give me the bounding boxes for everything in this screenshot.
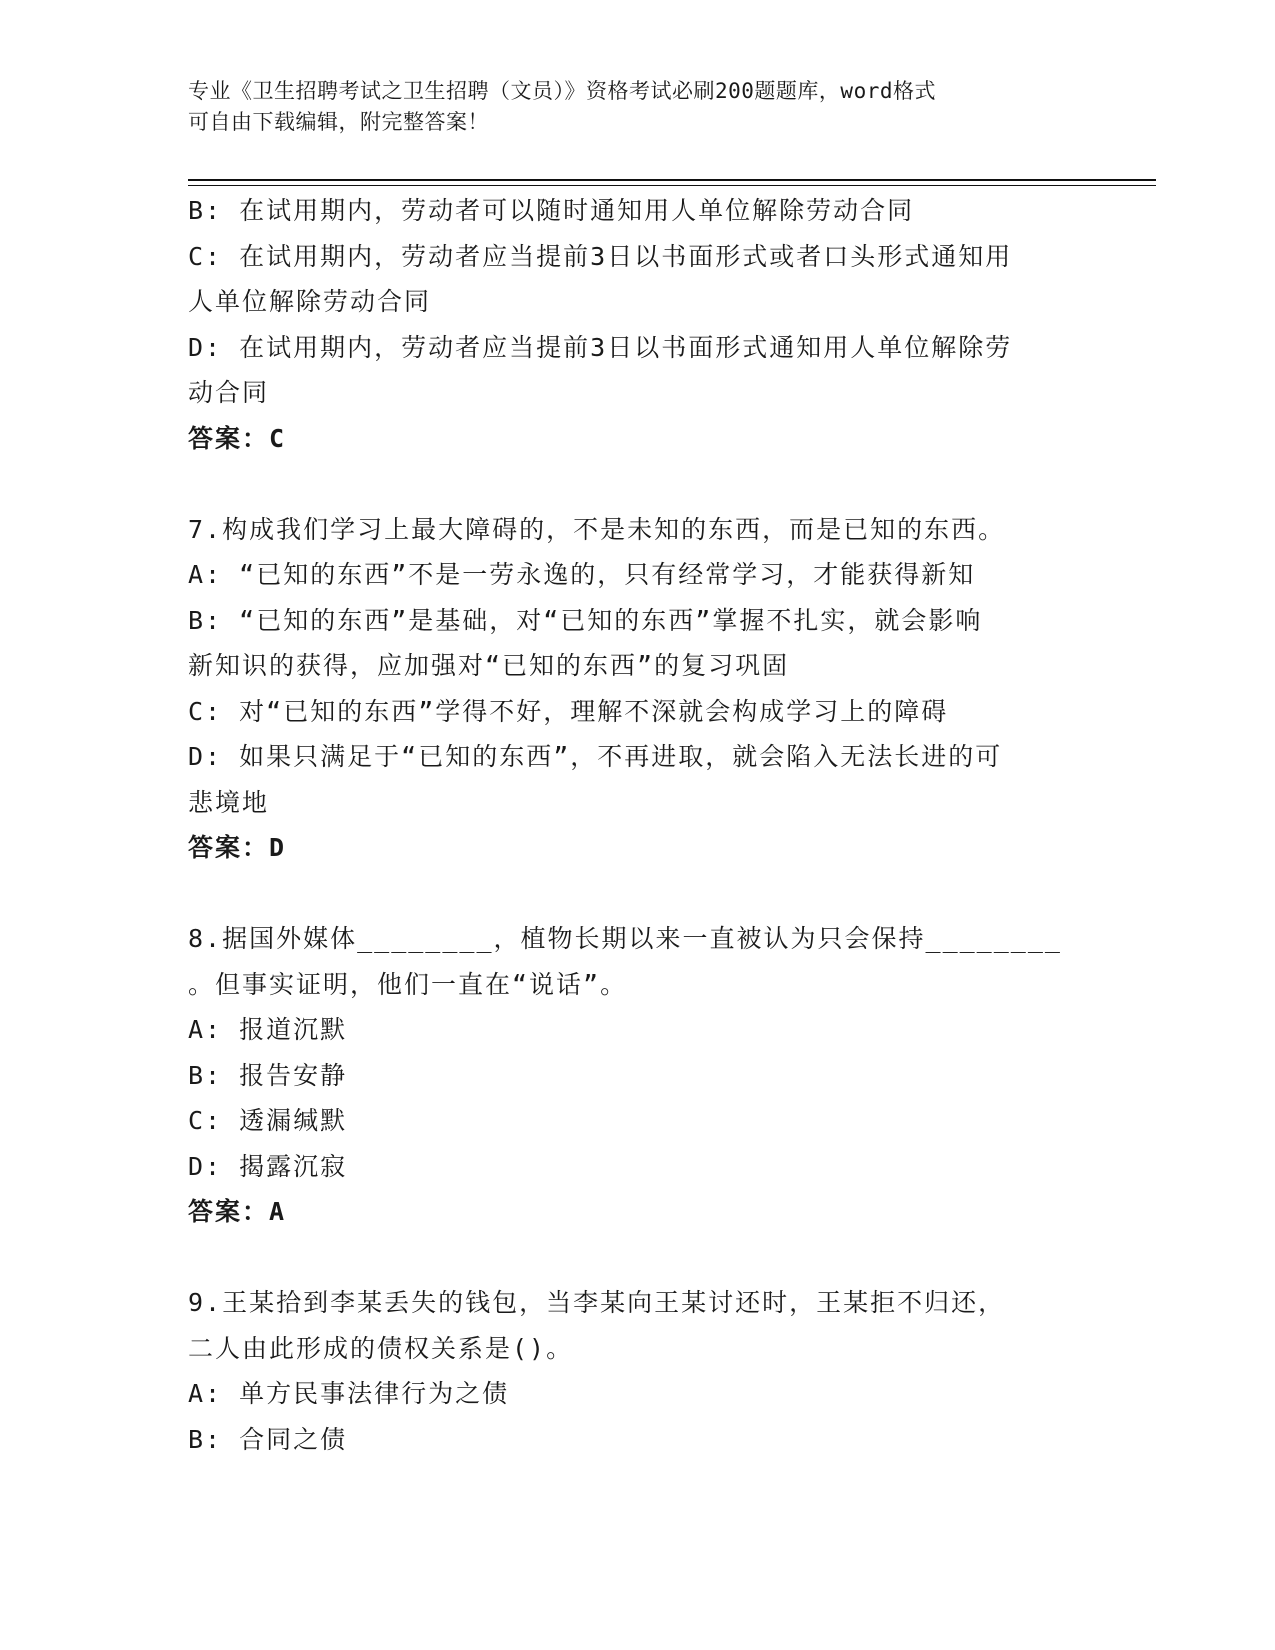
spacer bbox=[188, 871, 1088, 917]
header-rule-thin bbox=[188, 185, 1156, 186]
q7-option-d-line2: 悲境地 bbox=[188, 787, 270, 817]
header-line-1: 专业《卫生招聘考试之卫生招聘（文员）》资格考试必刷200题题库，word格式 bbox=[188, 79, 936, 103]
q9-stem-line1: 9.王某拾到李某丢失的钱包，当李某向王某讨还时，王某拒不归还， bbox=[188, 1288, 1006, 1317]
q7-option-b-line1: B: “已知的东西”是基础，对“已知的东西”掌握不扎实，就会影响 bbox=[188, 605, 983, 635]
q8-stem-line2: 。但事实证明，他们一直在“说话”。 bbox=[188, 969, 628, 999]
question-6 bbox=[188, 188, 1088, 461]
q6-answer: 答案：C bbox=[188, 423, 287, 453]
q9-option-b: B: 合同之债 bbox=[188, 1424, 348, 1454]
q8-option-a: A: 报道沉默 bbox=[188, 1015, 348, 1044]
q7-stem: 7.构成我们学习上最大障碍的，不是未知的东西，而是已知的东西。 bbox=[188, 514, 1006, 544]
header-line-2: 可自由下载编辑，附完整答案！ bbox=[188, 110, 489, 134]
q9-option-a: A: 单方民事法律行为之债 bbox=[188, 1379, 510, 1408]
spacer bbox=[188, 461, 1088, 507]
q7-option-c: C: 对“已知的东西”学得不好，理解不深就会构成学习上的障碍 bbox=[188, 696, 949, 726]
q7-answer: 答案：D bbox=[188, 833, 287, 862]
q7-option-a: A: “已知的东西”不是一劳永逸的，只有经常学习，才能获得新知 bbox=[188, 560, 976, 589]
question-7 bbox=[188, 507, 1088, 871]
q8-answer: 答案：A bbox=[188, 1197, 287, 1226]
q6-option-d-line2: 动合同 bbox=[188, 378, 270, 407]
question-8 bbox=[188, 916, 1088, 1235]
q8-option-b: B: 报告安静 bbox=[188, 1060, 348, 1090]
document-header bbox=[188, 76, 1088, 138]
q6-option-c-line1: C: 在试用期内，劳动者应当提前3日以书面形式或者口头形式通知用 bbox=[188, 241, 1013, 271]
spacer bbox=[188, 1235, 1088, 1281]
header-rule-thick bbox=[188, 179, 1156, 181]
q8-option-d: D: 揭露沉寂 bbox=[188, 1151, 348, 1181]
q7-option-b-line2: 新知识的获得，应加强对“已知的东西”的复习巩固 bbox=[188, 651, 790, 680]
q6-option-b: B: 在试用期内，劳动者可以随时通知用人单位解除劳动合同 bbox=[188, 196, 915, 225]
q9-stem-line2: 二人由此形成的债权关系是()。 bbox=[188, 1333, 574, 1363]
question-9 bbox=[188, 1280, 1088, 1462]
document-body bbox=[188, 188, 1088, 1462]
q7-option-d-line1: D: 如果只满足于“已知的东西”，不再进取，就会陷入无法长进的可 bbox=[188, 742, 1003, 771]
q8-stem-line1: 8.据国外媒体________，植物长期以来一直被认为只会保持________ bbox=[188, 924, 1062, 953]
q8-option-c: C: 透漏缄默 bbox=[188, 1106, 348, 1135]
q6-option-c-line2: 人单位解除劳动合同 bbox=[188, 287, 432, 316]
q6-option-d-line1: D: 在试用期内，劳动者应当提前3日以书面形式通知用人单位解除劳 bbox=[188, 332, 1013, 362]
